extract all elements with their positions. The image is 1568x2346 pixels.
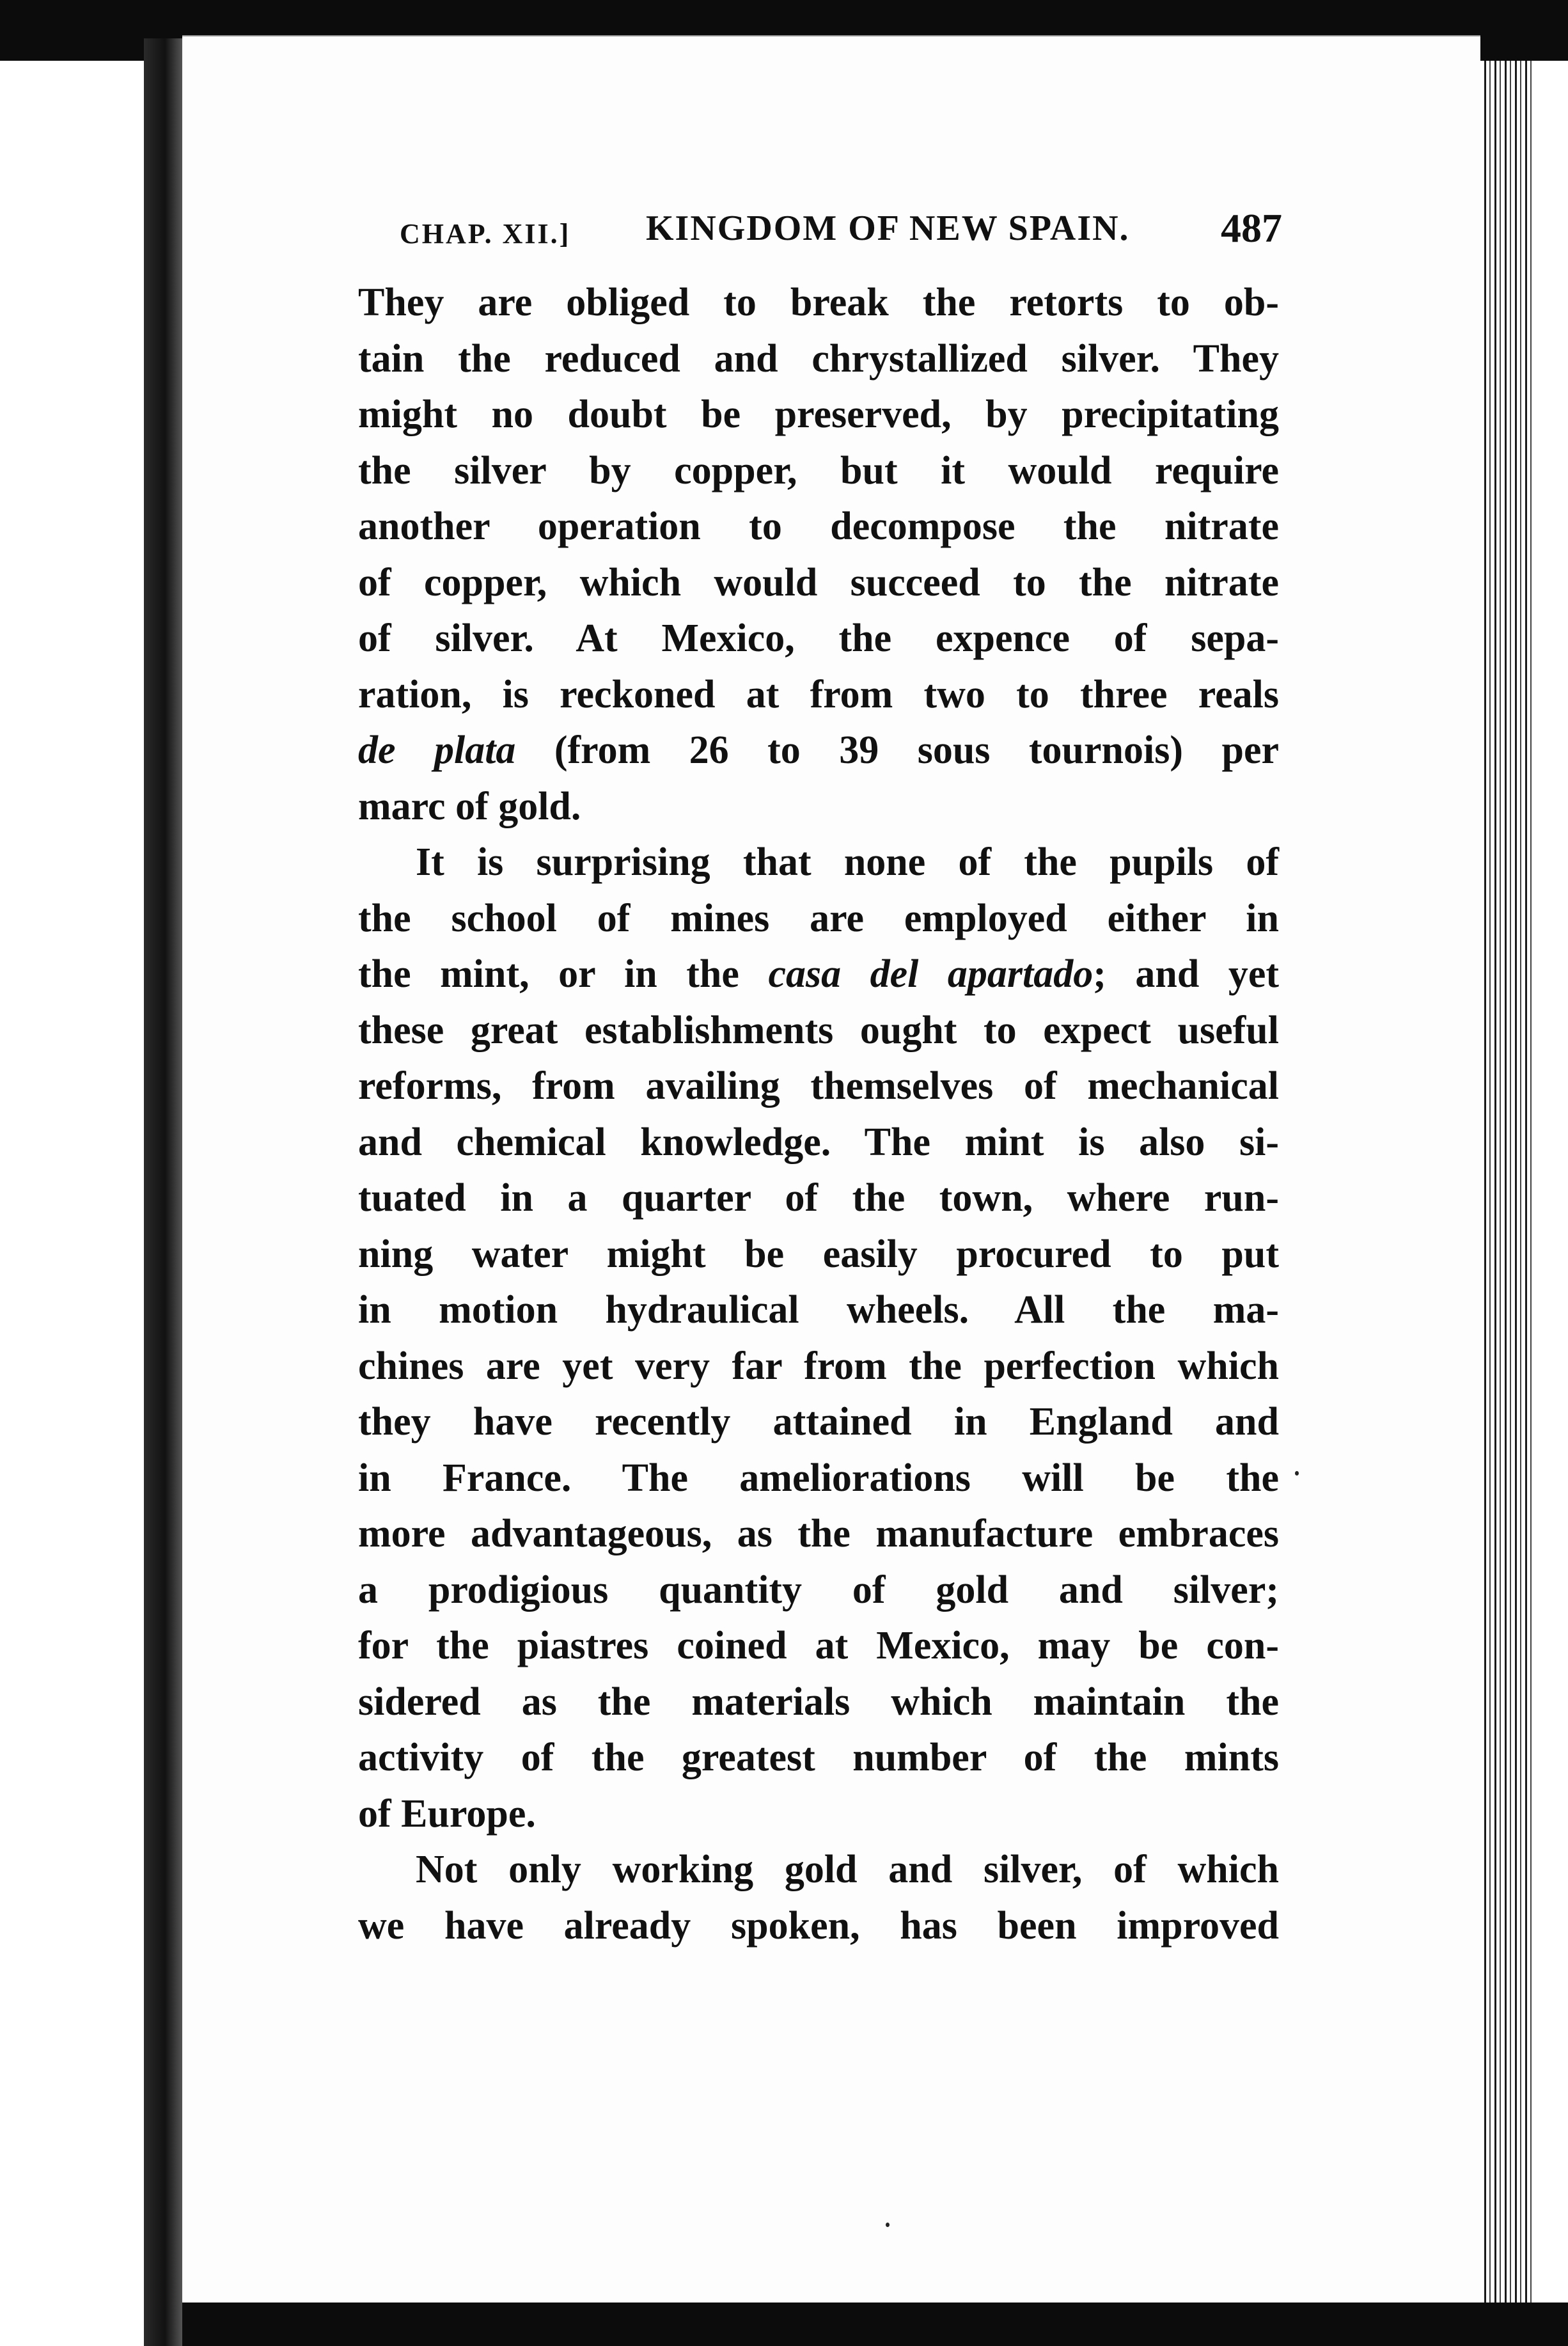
text-line: chines are yet very far from the perfection which [358,1344,1279,1388]
text-line: marc of gold. [358,784,581,828]
body-text [358,275,1279,1954]
text-line: It is surprising that none of the pupils of [416,840,1279,884]
text-line: sidered as the materials which maintain the [358,1680,1279,1724]
text-line: in motion hydraulical wheels. All the ma- [358,1288,1279,1332]
text-line: a prodigious quantity of gold and silver; [358,1568,1279,1612]
paragraph [358,275,1279,835]
text-line: for the piastres coined at Mexico, may be con- [358,1624,1279,1667]
scan-bottom-border [182,2303,1568,2346]
text-line: activity of the greatest number of the mints [358,1736,1279,1779]
paragraph [358,835,1279,1842]
text-line: in France. The ameliorations will be the [358,1456,1279,1500]
text-line: de plata (from 26 to 39 sous tournois) per [358,728,1279,772]
page-title: KINGDOM OF NEW SPAIN. [646,209,1130,248]
book-gutter [144,38,182,2346]
scan-right-margin [1532,61,1568,2346]
ink-speck [1295,1471,1299,1476]
italic-phrase: casa del apartado [768,952,1094,996]
text-line: the silver by copper, but it would require [358,448,1279,492]
ink-speck [886,2223,890,2227]
text-line: tain the reduced and chrystallized silver. They [358,336,1279,381]
text-line: the mint, or in the casa del apartado; and yet [358,952,1279,996]
running-head [400,205,1282,262]
text-line: tuated in a quarter of the town, where run- [358,1176,1279,1220]
text-line: of silver. At Mexico, the expence of sepa- [358,617,1279,660]
chapter-label: CHAP. XII.] [400,218,571,249]
text-line: the school of mines are employed either in [358,896,1279,940]
text-line: ning water might be easily procured to put [358,1232,1279,1276]
text-line: of Europe. [358,1791,536,1836]
text-line: they have recently attained in England and [358,1400,1279,1444]
paragraph [358,1842,1279,1954]
text-line: more advantageous, as the manufacture embraces [358,1512,1279,1555]
text-line: ration, is reckoned at from two to three reals [358,672,1279,716]
italic-phrase: de plata [358,728,516,772]
text-line: of copper, which would succeed to the nitrate [358,560,1279,604]
text-line: we have already spoken, has been improved [358,1903,1279,1948]
text-line: Not only working gold and silver, of which [416,1848,1279,1891]
text-line: They are obliged to break the retorts to ob- [358,281,1279,324]
text-line: reforms, from availing themselves of mechanical [358,1064,1279,1108]
scan-left-margin [0,61,144,2346]
text-line: and chemical knowledge. The mint is also si- [358,1120,1279,1164]
text-line: might no doubt be preserved, by precipitating [358,393,1279,436]
text-line: another operation to decompose the nitrate [358,505,1279,548]
text-line: these great establishments ought to expect useful [358,1008,1279,1052]
page-number: 487 [1221,205,1282,251]
